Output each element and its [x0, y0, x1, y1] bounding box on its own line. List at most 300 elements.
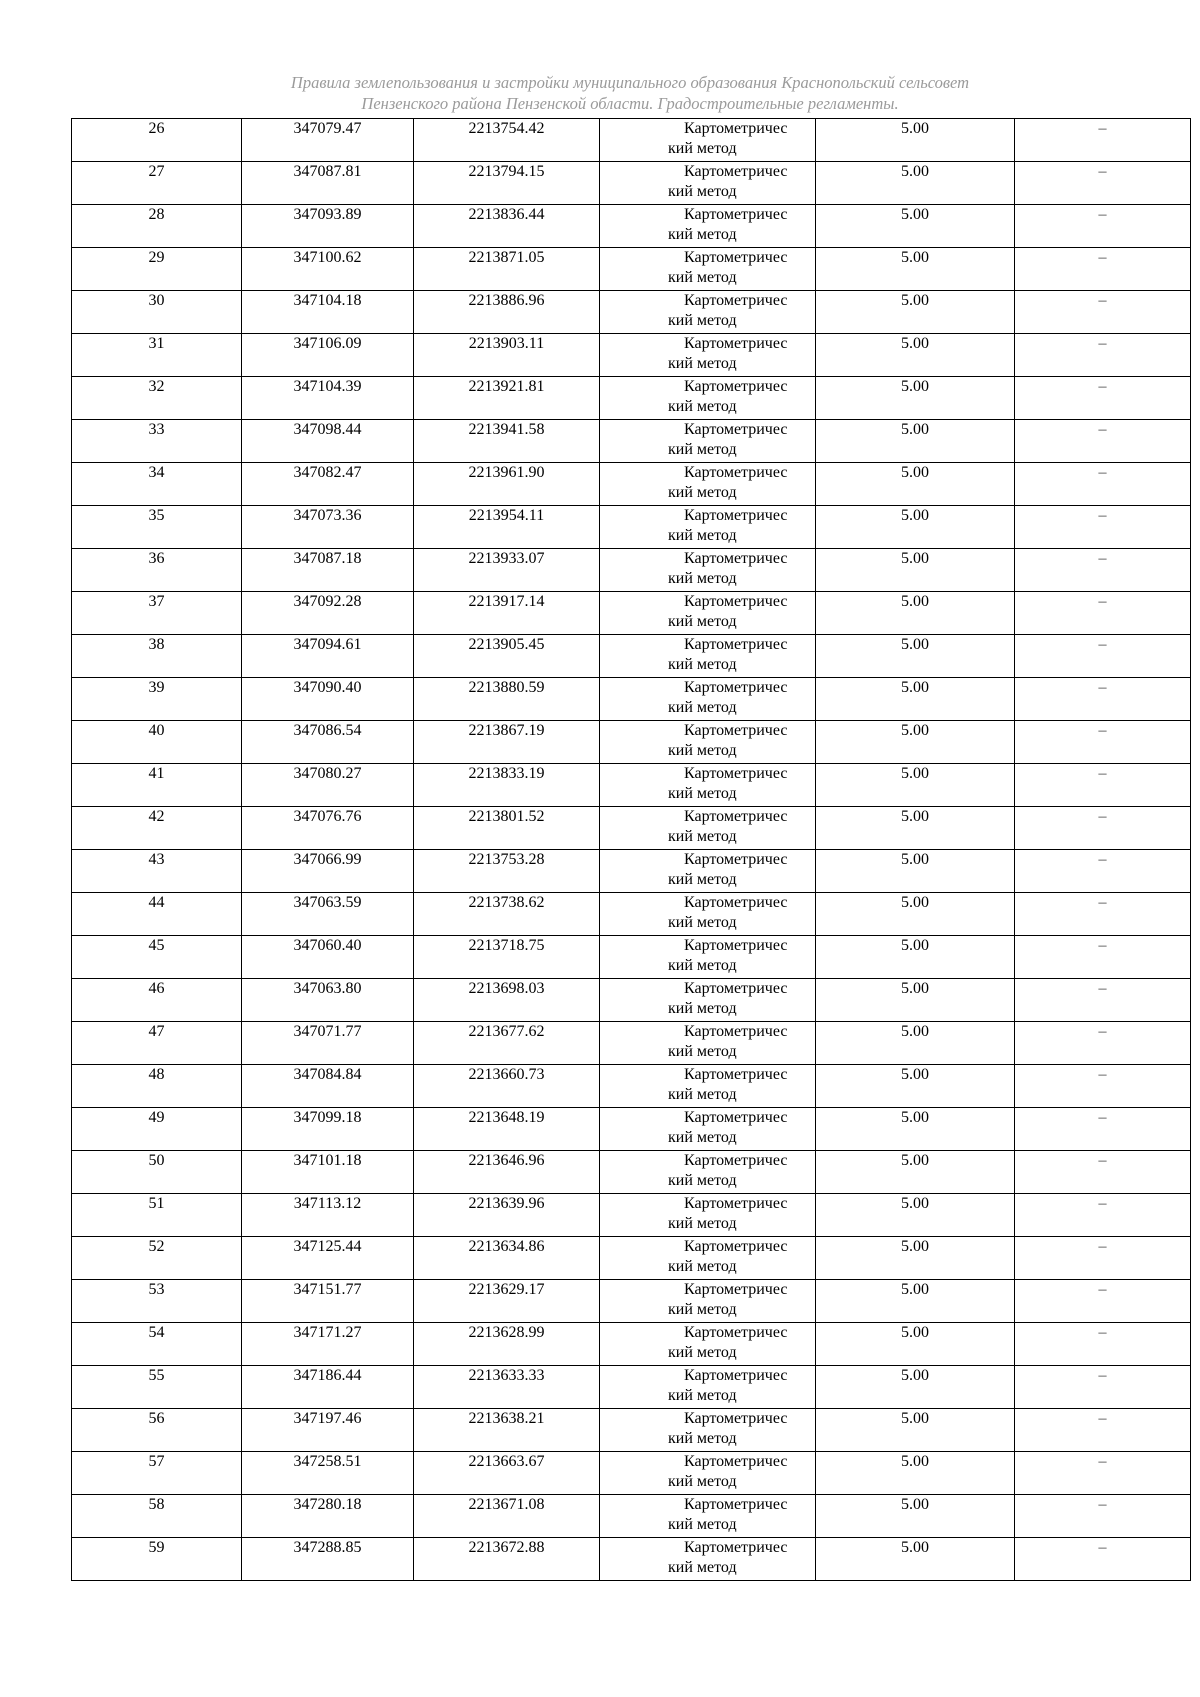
method-line-2: кий метод: [668, 871, 737, 888]
y-coordinate-cell: 2213698.03: [414, 979, 600, 1022]
y-coordinate-cell: 2213801.52: [414, 807, 600, 850]
method-cell: [600, 334, 816, 377]
table-row: [72, 1022, 1191, 1065]
note-cell: –: [1015, 248, 1191, 291]
method-cell: [600, 1237, 816, 1280]
table-row: [72, 1280, 1191, 1323]
note-cell: –: [1015, 979, 1191, 1022]
method-line-2: кий метод: [668, 656, 737, 673]
method-line-2: кий метод: [668, 1516, 737, 1533]
method-line-2: кий метод: [668, 269, 737, 286]
method-line-2: кий метод: [668, 1129, 737, 1146]
table-row: [72, 1194, 1191, 1237]
method-cell: [600, 1108, 816, 1151]
y-coordinate-cell: 2213646.96: [414, 1151, 600, 1194]
method-cell: [600, 1065, 816, 1108]
method-line-1: Картометричес: [684, 1453, 788, 1470]
method-cell: [600, 850, 816, 893]
method-line-2: кий метод: [668, 1043, 737, 1060]
x-coordinate-cell: 347104.39: [242, 377, 414, 420]
point-number-cell: 32: [72, 377, 242, 420]
method-line-2: кий метод: [668, 1172, 737, 1189]
x-coordinate-cell: 347087.81: [242, 162, 414, 205]
method-line-2: кий метод: [668, 1000, 737, 1017]
method-cell: [600, 463, 816, 506]
point-number-cell: 53: [72, 1280, 242, 1323]
accuracy-cell: 5.00: [816, 1495, 1015, 1538]
point-number-cell: 41: [72, 764, 242, 807]
accuracy-cell: 5.00: [816, 463, 1015, 506]
method-cell: [600, 420, 816, 463]
point-number-cell: 50: [72, 1151, 242, 1194]
method-cell: [600, 807, 816, 850]
point-number-cell: 29: [72, 248, 242, 291]
method-line-2: кий метод: [668, 914, 737, 931]
point-number-cell: 58: [72, 1495, 242, 1538]
method-line-1: Картометричес: [684, 1410, 788, 1427]
table-row: [72, 850, 1191, 893]
table-row: [72, 1409, 1191, 1452]
method-line-1: Картометричес: [684, 206, 788, 223]
y-coordinate-cell: 2213836.44: [414, 205, 600, 248]
note-cell: –: [1015, 549, 1191, 592]
point-number-cell: 37: [72, 592, 242, 635]
accuracy-cell: 5.00: [816, 936, 1015, 979]
accuracy-cell: 5.00: [816, 1151, 1015, 1194]
method-cell: [600, 936, 816, 979]
method-line-2: кий метод: [668, 828, 737, 845]
method-cell: [600, 721, 816, 764]
method-line-2: кий метод: [668, 1473, 737, 1490]
accuracy-cell: 5.00: [816, 1280, 1015, 1323]
method-cell: [600, 119, 816, 162]
accuracy-cell: 5.00: [816, 850, 1015, 893]
point-number-cell: 51: [72, 1194, 242, 1237]
y-coordinate-cell: 2213629.17: [414, 1280, 600, 1323]
accuracy-cell: 5.00: [816, 1237, 1015, 1280]
point-number-cell: 57: [72, 1452, 242, 1495]
method-cell: [600, 1194, 816, 1237]
method-line-1: Картометричес: [684, 249, 788, 266]
point-number-cell: 54: [72, 1323, 242, 1366]
table-row: [72, 1323, 1191, 1366]
x-coordinate-cell: 347060.40: [242, 936, 414, 979]
method-cell: [600, 1452, 816, 1495]
method-line-1: Картометричес: [684, 765, 788, 782]
point-number-cell: 39: [72, 678, 242, 721]
table-row: [72, 1108, 1191, 1151]
method-line-1: Картометричес: [684, 1195, 788, 1212]
y-coordinate-cell: 2213794.15: [414, 162, 600, 205]
x-coordinate-cell: 347084.84: [242, 1065, 414, 1108]
accuracy-cell: 5.00: [816, 420, 1015, 463]
x-coordinate-cell: 347063.80: [242, 979, 414, 1022]
y-coordinate-cell: 2213833.19: [414, 764, 600, 807]
accuracy-cell: 5.00: [816, 635, 1015, 678]
x-coordinate-cell: 347288.85: [242, 1538, 414, 1581]
accuracy-cell: 5.00: [816, 807, 1015, 850]
point-number-cell: 49: [72, 1108, 242, 1151]
accuracy-cell: 5.00: [816, 1323, 1015, 1366]
method-line-1: Картометричес: [684, 507, 788, 524]
accuracy-cell: 5.00: [816, 1366, 1015, 1409]
method-line-1: Картометричес: [684, 1023, 788, 1040]
accuracy-cell: 5.00: [816, 1194, 1015, 1237]
y-coordinate-cell: 2213903.11: [414, 334, 600, 377]
method-line-2: кий метод: [668, 226, 737, 243]
y-coordinate-cell: 2213672.88: [414, 1538, 600, 1581]
method-line-2: кий метод: [668, 570, 737, 587]
point-number-cell: 31: [72, 334, 242, 377]
note-cell: –: [1015, 1538, 1191, 1581]
note-cell: –: [1015, 1065, 1191, 1108]
point-number-cell: 44: [72, 893, 242, 936]
note-cell: –: [1015, 1022, 1191, 1065]
point-number-cell: 45: [72, 936, 242, 979]
point-number-cell: 55: [72, 1366, 242, 1409]
method-line-2: кий метод: [668, 1086, 737, 1103]
method-line-1: Картометричес: [684, 550, 788, 567]
x-coordinate-cell: 347099.18: [242, 1108, 414, 1151]
method-line-2: кий метод: [668, 355, 737, 372]
method-cell: [600, 248, 816, 291]
method-line-1: Картометричес: [684, 808, 788, 825]
x-coordinate-cell: 347087.18: [242, 549, 414, 592]
y-coordinate-cell: 2213880.59: [414, 678, 600, 721]
accuracy-cell: 5.00: [816, 1452, 1015, 1495]
method-line-2: кий метод: [668, 785, 737, 802]
y-coordinate-cell: 2213933.07: [414, 549, 600, 592]
method-cell: [600, 678, 816, 721]
y-coordinate-cell: 2213905.45: [414, 635, 600, 678]
table-row: [72, 807, 1191, 850]
method-cell: [600, 549, 816, 592]
x-coordinate-cell: 347093.89: [242, 205, 414, 248]
method-line-1: Картометричес: [684, 292, 788, 309]
y-coordinate-cell: 2213738.62: [414, 893, 600, 936]
y-coordinate-cell: 2213941.58: [414, 420, 600, 463]
y-coordinate-cell: 2213871.05: [414, 248, 600, 291]
accuracy-cell: 5.00: [816, 721, 1015, 764]
note-cell: –: [1015, 377, 1191, 420]
header-line-2: Пензенского района Пензенской области. Градостроительные регламенты.: [361, 94, 899, 113]
method-line-1: Картометричес: [684, 679, 788, 696]
note-cell: –: [1015, 1280, 1191, 1323]
accuracy-cell: 5.00: [816, 678, 1015, 721]
table-row: [72, 420, 1191, 463]
method-line-1: Картометричес: [684, 163, 788, 180]
table-row: [72, 764, 1191, 807]
method-cell: [600, 764, 816, 807]
point-number-cell: 56: [72, 1409, 242, 1452]
y-coordinate-cell: 2213634.86: [414, 1237, 600, 1280]
accuracy-cell: 5.00: [816, 1409, 1015, 1452]
table-row: [72, 463, 1191, 506]
method-line-1: Картометричес: [684, 636, 788, 653]
method-line-1: Картометричес: [684, 1281, 788, 1298]
note-cell: –: [1015, 893, 1191, 936]
note-cell: –: [1015, 1194, 1191, 1237]
y-coordinate-cell: 2213633.33: [414, 1366, 600, 1409]
note-cell: –: [1015, 1495, 1191, 1538]
note-cell: –: [1015, 162, 1191, 205]
table-row: [72, 1538, 1191, 1581]
method-line-2: кий метод: [668, 441, 737, 458]
method-line-1: Картометричес: [684, 1066, 788, 1083]
method-line-2: кий метод: [668, 1430, 737, 1447]
x-coordinate-cell: 347113.12: [242, 1194, 414, 1237]
method-line-1: Картометричес: [684, 1367, 788, 1384]
point-number-cell: 42: [72, 807, 242, 850]
note-cell: –: [1015, 463, 1191, 506]
table-row: [72, 936, 1191, 979]
method-cell: [600, 1323, 816, 1366]
method-cell: [600, 979, 816, 1022]
coordinates-table-body: [72, 119, 1191, 1581]
method-line-2: кий метод: [668, 1387, 737, 1404]
method-line-2: кий метод: [668, 1301, 737, 1318]
x-coordinate-cell: 347071.77: [242, 1022, 414, 1065]
y-coordinate-cell: 2213677.62: [414, 1022, 600, 1065]
point-number-cell: 48: [72, 1065, 242, 1108]
method-line-2: кий метод: [668, 1215, 737, 1232]
method-cell: [600, 1151, 816, 1194]
method-line-2: кий метод: [668, 398, 737, 415]
method-line-1: Картометричес: [684, 937, 788, 954]
point-number-cell: 28: [72, 205, 242, 248]
y-coordinate-cell: 2213671.08: [414, 1495, 600, 1538]
table-row: [72, 248, 1191, 291]
table-row: [72, 549, 1191, 592]
point-number-cell: 34: [72, 463, 242, 506]
method-line-2: кий метод: [668, 699, 737, 716]
note-cell: –: [1015, 1366, 1191, 1409]
y-coordinate-cell: 2213954.11: [414, 506, 600, 549]
point-number-cell: 40: [72, 721, 242, 764]
note-cell: –: [1015, 506, 1191, 549]
method-line-1: Картометричес: [684, 1109, 788, 1126]
table-row: [72, 1495, 1191, 1538]
accuracy-cell: 5.00: [816, 549, 1015, 592]
method-cell: [600, 635, 816, 678]
method-line-1: Картометричес: [684, 464, 788, 481]
x-coordinate-cell: 347197.46: [242, 1409, 414, 1452]
accuracy-cell: 5.00: [816, 162, 1015, 205]
x-coordinate-cell: 347186.44: [242, 1366, 414, 1409]
x-coordinate-cell: 347125.44: [242, 1237, 414, 1280]
y-coordinate-cell: 2213648.19: [414, 1108, 600, 1151]
note-cell: –: [1015, 1237, 1191, 1280]
note-cell: –: [1015, 721, 1191, 764]
method-cell: [600, 1022, 816, 1065]
note-cell: –: [1015, 807, 1191, 850]
accuracy-cell: 5.00: [816, 764, 1015, 807]
table-row: [72, 635, 1191, 678]
note-cell: –: [1015, 205, 1191, 248]
note-cell: –: [1015, 936, 1191, 979]
method-line-1: Картометричес: [684, 421, 788, 438]
accuracy-cell: 5.00: [816, 205, 1015, 248]
method-line-2: кий метод: [668, 140, 737, 157]
x-coordinate-cell: 347100.62: [242, 248, 414, 291]
x-coordinate-cell: 347073.36: [242, 506, 414, 549]
method-line-1: Картометричес: [684, 851, 788, 868]
method-line-1: Картометричес: [684, 980, 788, 997]
note-cell: –: [1015, 1108, 1191, 1151]
note-cell: –: [1015, 420, 1191, 463]
point-number-cell: 47: [72, 1022, 242, 1065]
x-coordinate-cell: 347082.47: [242, 463, 414, 506]
method-cell: [600, 1495, 816, 1538]
y-coordinate-cell: 2213663.67: [414, 1452, 600, 1495]
note-cell: –: [1015, 592, 1191, 635]
table-row: [72, 1366, 1191, 1409]
note-cell: –: [1015, 850, 1191, 893]
coordinates-table-wrap: [71, 118, 1191, 1581]
accuracy-cell: 5.00: [816, 506, 1015, 549]
table-row: [72, 205, 1191, 248]
accuracy-cell: 5.00: [816, 119, 1015, 162]
method-line-1: Картометричес: [684, 1539, 788, 1556]
x-coordinate-cell: 347098.44: [242, 420, 414, 463]
table-row: [72, 334, 1191, 377]
method-line-2: кий метод: [668, 1559, 737, 1576]
y-coordinate-cell: 2213754.42: [414, 119, 600, 162]
header-line-1: Правила землепользования и застройки муниципального образования Краснопольский сельсовет: [290, 73, 970, 92]
point-number-cell: 46: [72, 979, 242, 1022]
y-coordinate-cell: 2213867.19: [414, 721, 600, 764]
note-cell: –: [1015, 334, 1191, 377]
point-number-cell: 38: [72, 635, 242, 678]
method-line-2: кий метод: [668, 312, 737, 329]
x-coordinate-cell: 347076.76: [242, 807, 414, 850]
point-number-cell: 59: [72, 1538, 242, 1581]
point-number-cell: 30: [72, 291, 242, 334]
y-coordinate-cell: 2213886.96: [414, 291, 600, 334]
accuracy-cell: 5.00: [816, 377, 1015, 420]
y-coordinate-cell: 2213718.75: [414, 936, 600, 979]
y-coordinate-cell: 2213638.21: [414, 1409, 600, 1452]
point-number-cell: 27: [72, 162, 242, 205]
method-line-1: Картометричес: [684, 593, 788, 610]
x-coordinate-cell: 347151.77: [242, 1280, 414, 1323]
method-line-1: Картометричес: [684, 1238, 788, 1255]
accuracy-cell: 5.00: [816, 1108, 1015, 1151]
method-line-1: Картометричес: [684, 378, 788, 395]
method-cell: [600, 205, 816, 248]
note-cell: –: [1015, 291, 1191, 334]
method-cell: [600, 893, 816, 936]
note-cell: –: [1015, 1323, 1191, 1366]
x-coordinate-cell: 347171.27: [242, 1323, 414, 1366]
x-coordinate-cell: 347258.51: [242, 1452, 414, 1495]
table-row: [72, 1065, 1191, 1108]
note-cell: –: [1015, 678, 1191, 721]
method-line-1: Картометричес: [684, 1152, 788, 1169]
y-coordinate-cell: 2213639.96: [414, 1194, 600, 1237]
table-row: [72, 377, 1191, 420]
method-cell: [600, 162, 816, 205]
method-line-1: Картометричес: [684, 335, 788, 352]
x-coordinate-cell: 347090.40: [242, 678, 414, 721]
method-line-1: Картометричес: [684, 120, 788, 137]
y-coordinate-cell: 2213628.99: [414, 1323, 600, 1366]
table-row: [72, 979, 1191, 1022]
table-row: [72, 893, 1191, 936]
table-row: [72, 291, 1191, 334]
method-cell: [600, 1280, 816, 1323]
note-cell: –: [1015, 1409, 1191, 1452]
x-coordinate-cell: 347086.54: [242, 721, 414, 764]
y-coordinate-cell: 2213753.28: [414, 850, 600, 893]
table-row: [72, 592, 1191, 635]
method-line-2: кий метод: [668, 527, 737, 544]
coordinates-table: [71, 118, 1191, 1581]
x-coordinate-cell: 347094.61: [242, 635, 414, 678]
accuracy-cell: 5.00: [816, 592, 1015, 635]
x-coordinate-cell: 347104.18: [242, 291, 414, 334]
method-cell: [600, 291, 816, 334]
method-line-2: кий метод: [668, 613, 737, 630]
accuracy-cell: 5.00: [816, 1022, 1015, 1065]
x-coordinate-cell: 347280.18: [242, 1495, 414, 1538]
method-line-2: кий метод: [668, 183, 737, 200]
x-coordinate-cell: 347079.47: [242, 119, 414, 162]
method-cell: [600, 377, 816, 420]
table-row: [72, 1237, 1191, 1280]
method-cell: [600, 1366, 816, 1409]
table-row: [72, 678, 1191, 721]
note-cell: –: [1015, 1452, 1191, 1495]
x-coordinate-cell: 347080.27: [242, 764, 414, 807]
accuracy-cell: 5.00: [816, 979, 1015, 1022]
point-number-cell: 33: [72, 420, 242, 463]
note-cell: –: [1015, 635, 1191, 678]
accuracy-cell: 5.00: [816, 334, 1015, 377]
method-cell: [600, 1538, 816, 1581]
method-line-2: кий метод: [668, 1258, 737, 1275]
method-cell: [600, 592, 816, 635]
x-coordinate-cell: 347063.59: [242, 893, 414, 936]
method-cell: [600, 1409, 816, 1452]
y-coordinate-cell: 2213921.81: [414, 377, 600, 420]
accuracy-cell: 5.00: [816, 1538, 1015, 1581]
accuracy-cell: 5.00: [816, 1065, 1015, 1108]
point-number-cell: 35: [72, 506, 242, 549]
accuracy-cell: 5.00: [816, 248, 1015, 291]
table-row: [72, 506, 1191, 549]
table-row: [72, 119, 1191, 162]
x-coordinate-cell: 347066.99: [242, 850, 414, 893]
table-row: [72, 162, 1191, 205]
x-coordinate-cell: 347106.09: [242, 334, 414, 377]
method-line-2: кий метод: [668, 1344, 737, 1361]
point-number-cell: 52: [72, 1237, 242, 1280]
method-line-1: Картометричес: [684, 722, 788, 739]
method-cell: [600, 506, 816, 549]
page-header: [70, 72, 1190, 114]
method-line-1: Картометричес: [684, 894, 788, 911]
y-coordinate-cell: 2213660.73: [414, 1065, 600, 1108]
accuracy-cell: 5.00: [816, 291, 1015, 334]
point-number-cell: 36: [72, 549, 242, 592]
note-cell: –: [1015, 1151, 1191, 1194]
note-cell: –: [1015, 764, 1191, 807]
accuracy-cell: 5.00: [816, 893, 1015, 936]
table-row: [72, 721, 1191, 764]
table-row: [72, 1151, 1191, 1194]
y-coordinate-cell: 2213917.14: [414, 592, 600, 635]
